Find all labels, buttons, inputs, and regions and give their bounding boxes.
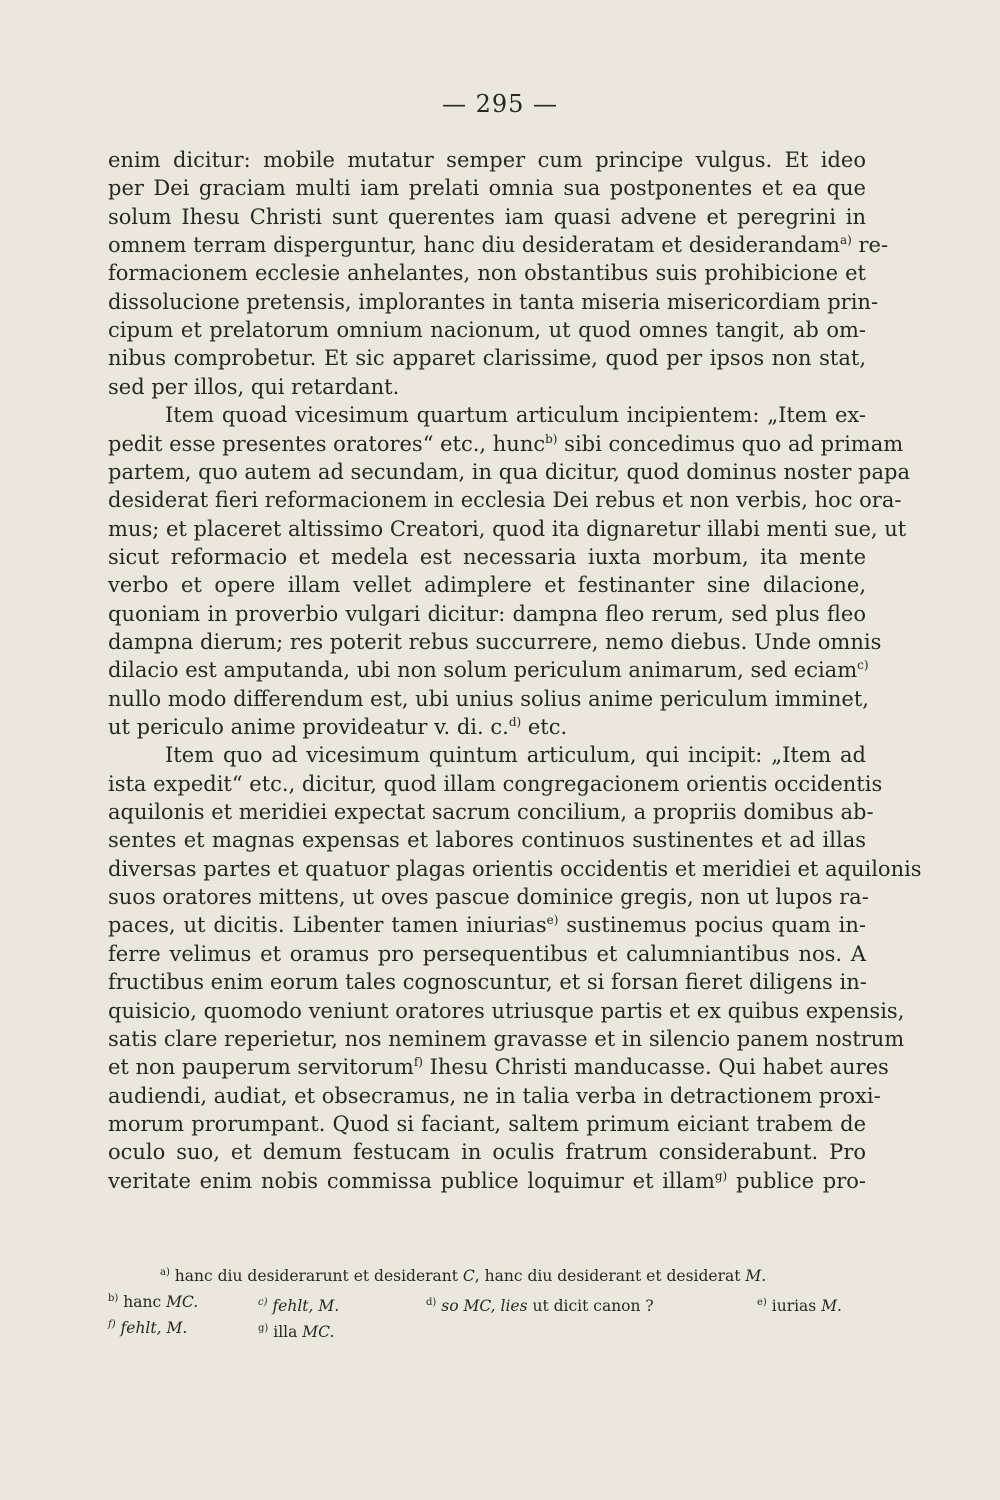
text-line — [108, 1167, 866, 1195]
line-text: morum prorumpant. Quod si faciant, saltem primum eiciant trabem de — [108, 1111, 866, 1136]
text-line — [108, 713, 866, 741]
line-text: sibi concedimus quo ad primam — [557, 431, 904, 456]
line-text: suos oratores mittens, ut oves pascue dominice gregis, non ut lupos ra- — [108, 885, 869, 910]
footnote-text: illa — [268, 1323, 303, 1341]
text-line — [108, 798, 874, 826]
footnote-mark: c) — [258, 1296, 268, 1308]
line-text: quoniam in proverbio vulgari dicitur: dampna fleo rerum, sed plus fleo — [108, 601, 866, 626]
line-text: partem, quo autem ad secundam, in qua dicitur, quod dominus noster papa — [108, 459, 910, 484]
footnote-text: iurias — [766, 1297, 822, 1315]
text-line — [108, 1025, 905, 1053]
footnote-reference: a) — [839, 233, 852, 248]
footnote-text: hanc diu desiderarunt et desiderant — [169, 1267, 463, 1285]
text-line — [108, 656, 869, 684]
line-text: nibus comprobetur. Et sic apparet clarissime, quod per ipsos non stat, — [108, 346, 866, 371]
text-line — [108, 628, 882, 656]
line-text: sentes et magnas expensas et labores continuos sustinentes et ad illas — [108, 828, 866, 853]
text-line — [108, 458, 910, 486]
text-line — [108, 174, 866, 202]
footnote-siglum: M. — [745, 1267, 767, 1285]
footnote-g — [258, 1322, 334, 1342]
text-line — [108, 146, 866, 174]
footnote-c — [258, 1296, 339, 1316]
line-text: dampna dierum; res poterit rebus succurrere, nemo diebus. Unde omnis — [108, 629, 882, 654]
page-number: — 295 — — [441, 90, 559, 118]
line-text: pedit esse presentes oratores“ etc., hunc — [108, 431, 546, 456]
text-line — [108, 259, 866, 287]
text-line — [108, 373, 866, 401]
text-line — [108, 344, 866, 372]
footnote-d — [426, 1296, 654, 1316]
line-text: per Dei graciam multi iam prelati omnia sua postponentes et ea que — [108, 176, 866, 201]
footnote-text: , hanc diu desiderant et desiderat — [474, 1267, 746, 1285]
footnote-reference: c) — [857, 658, 869, 673]
text-line — [108, 685, 869, 713]
text-line — [108, 770, 883, 798]
text-line — [108, 515, 907, 543]
line-text: aquilonis et meridiei expectat sacrum concilium, a propriis domibus ab- — [108, 800, 874, 825]
line-text: quisicio, quomodo veniunt oratores utriusque partis et ex quibus expensis, — [108, 998, 905, 1023]
line-text: enim dicitur: mobile mutatur semper cum principe vulgus. Et ideo — [108, 148, 866, 172]
footnote-reference: g) — [714, 1168, 728, 1183]
footnote-siglum: M. — [821, 1297, 842, 1315]
text-line — [108, 203, 866, 231]
footnote-mark: b) — [108, 1292, 119, 1304]
text-line — [108, 940, 866, 968]
text-line — [108, 911, 866, 939]
line-text: Ihesu Christi manducasse. Qui habet aures — [422, 1055, 889, 1080]
footnote-mark: e) — [757, 1296, 767, 1308]
text-line — [108, 543, 866, 571]
line-text: omnem terram disperguntur, hanc diu desideratam et desiderandam — [108, 233, 840, 258]
line-text: Item quo ad vicesimum quintum articulum, qui incipit: „Item ad — [165, 743, 866, 768]
footnote-text: fehlt, M. — [115, 1319, 188, 1337]
line-text: audiendi, audiat, et obsecramus, ne in talia verba in detractionem proxi- — [108, 1083, 881, 1108]
footnote-mark: f) — [108, 1318, 116, 1330]
text-line — [108, 855, 922, 883]
text-line — [108, 883, 869, 911]
footnote-text: fehlt, M. — [267, 1297, 340, 1315]
line-text: veritate enim nobis commissa publice loquimur et illam — [108, 1168, 715, 1193]
footnote-reference: b) — [545, 431, 558, 446]
footnote-reference: e) — [546, 913, 559, 928]
line-text: sicut reformacio et medela est necessaria iuxta morbum, ita mente — [108, 544, 866, 569]
footnote-siglum: MC. — [302, 1323, 335, 1341]
line-text: ferre velimus et oramus pro persequentibus et calumniantibus nos. A — [108, 941, 866, 966]
line-text: dissolucione pretensis, implorantes in tanta miseria misericordiam prin- — [108, 289, 879, 314]
line-text: sed per illos, qui retardant. — [108, 374, 400, 399]
line-text: Item quoad vicesimum quartum articulum incipientem: „Item ex- — [165, 403, 866, 428]
footnote-reference: f) — [413, 1055, 423, 1070]
text-line — [108, 486, 902, 514]
line-text: et non pauperum servitorum — [108, 1055, 414, 1080]
footnote-siglum: MC. — [166, 1293, 199, 1311]
text-line — [108, 288, 879, 316]
line-text: publice pro- — [727, 1168, 866, 1193]
text-line — [108, 430, 904, 458]
text-line — [108, 1053, 889, 1081]
line-text: fructibus enim eorum tales cognoscuntur, et si forsan fieret diligens in- — [108, 970, 867, 995]
footnote-mark: d) — [426, 1296, 437, 1308]
text-line — [108, 1110, 866, 1138]
text-line — [108, 1138, 866, 1166]
footnote-siglum: C — [462, 1267, 475, 1285]
line-text: verbo et opere illam vellet adimplere et festinanter sine dilacione, — [108, 573, 866, 598]
line-text: diversas partes et quatuor plagas orientis occidentis et meridiei et aquilonis — [108, 856, 922, 881]
line-text: etc. — [521, 715, 568, 739]
text-line — [165, 401, 866, 429]
line-text: re- — [851, 233, 889, 258]
text-line — [108, 316, 866, 344]
footnote-text: ut dicit canon ? — [527, 1297, 654, 1315]
text-line — [108, 997, 905, 1025]
line-text: ut periculo anime provideatur v. di. c. — [108, 715, 509, 739]
footnote-a — [160, 1266, 766, 1286]
footnote-b — [108, 1292, 198, 1312]
line-text: oculo suo, et demum festucam in oculis fratrum considerabunt. Pro — [108, 1140, 866, 1165]
text-line — [165, 741, 866, 769]
text-line — [108, 571, 866, 599]
footnote-text: hanc — [118, 1293, 167, 1311]
line-text: mus; et placeret altissimo Creatori, quod ita dignaretur illabi menti sue, ut — [108, 516, 907, 541]
line-text: sustinemus pocius quam in- — [558, 913, 866, 938]
line-text: nullo modo differendum est, ubi unius solius anime periculum imminet, — [108, 686, 869, 711]
line-text: formacionem ecclesie anhelantes, non obstantibus suis prohibicione et — [108, 261, 866, 286]
footnote-reference: d) — [508, 715, 522, 729]
footnote-e — [757, 1296, 842, 1316]
text-line — [108, 1082, 881, 1110]
text-line — [108, 231, 889, 259]
text-line — [108, 968, 866, 996]
line-text: solum Ihesu Christi sunt querentes iam quasi advene et peregrini in — [108, 204, 866, 229]
line-text: cipum et prelatorum omnium nacionum, ut quod omnes tangit, ab om- — [108, 318, 866, 343]
line-text: paces, ut dicitis. Libenter tamen iniurias — [108, 913, 547, 938]
text-line — [108, 600, 866, 628]
text-line — [108, 826, 866, 854]
line-text: satis clare reperietur, nos neminem gravasse et in silencio panem nostrum — [108, 1026, 905, 1051]
footnote-text: so MC, lies — [436, 1297, 528, 1315]
footnote-f — [108, 1318, 187, 1338]
line-text: ista expedit“ etc., dicitur, quod illam congregacionem orientis occidentis — [108, 771, 883, 796]
line-text: dilacio est amputanda, ubi non solum periculum animarum, sed eciam — [108, 658, 858, 683]
footnote-mark: g) — [258, 1322, 269, 1334]
line-text: desiderat fieri reformacionem in ecclesia Dei rebus et non verbis, hoc ora- — [108, 488, 902, 513]
footnote-mark: a) — [160, 1266, 170, 1278]
